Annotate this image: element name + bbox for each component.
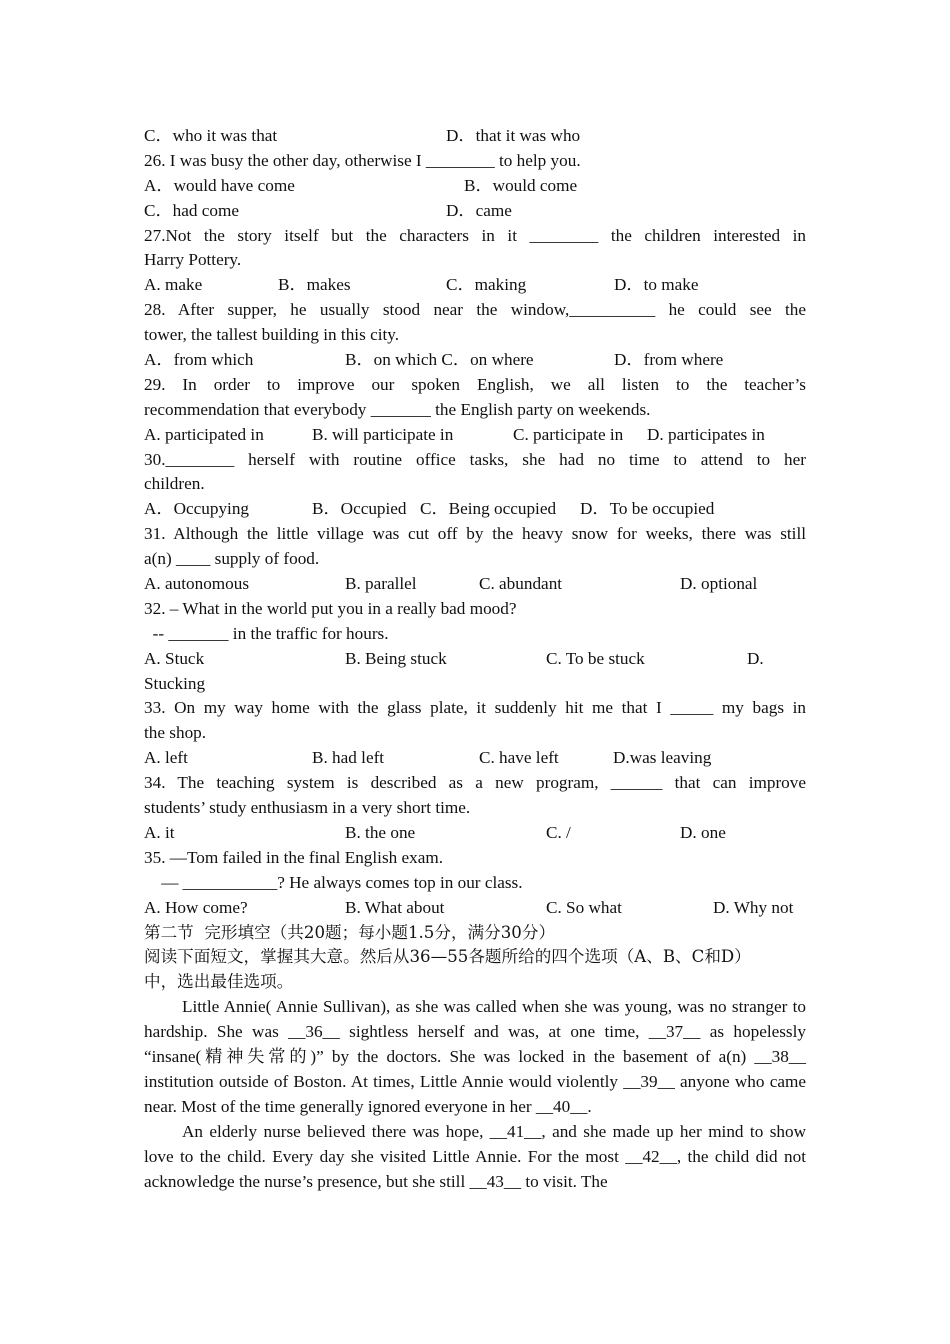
question-26-stem: 26. I was busy the other day, otherwise I ________ to help you.: [144, 150, 581, 170]
question-35-options: [144, 896, 806, 921]
option-b: B. the one: [345, 822, 416, 842]
question-33-stem-line2: the shop.: [144, 723, 207, 743]
question-30-options: [144, 497, 806, 522]
option-d: D.: [747, 648, 764, 668]
question-27-options: [144, 273, 806, 298]
question-35-stem-line1: 35. —Tom failed in the final English exam.: [144, 847, 444, 867]
option-a: A．would have come: [144, 175, 295, 195]
option-b: B．would come: [464, 175, 578, 195]
question-32-options: [144, 647, 806, 672]
question-33-stem-line1: 33. On my way home with the glass plate, it suddenly hit me that I _____ my bags in: [144, 698, 806, 718]
option-b: B．makes: [278, 275, 351, 295]
question-35-stem-line2: — ___________? He always comes top in our class.: [144, 872, 523, 892]
option-a: A. autonomous: [144, 574, 250, 594]
option-d: D．to make: [614, 275, 699, 295]
section-instruction-line1: 阅读下面短文，掌握其大意。然后从36—55各题所给的四个选项（A、B、C和D）: [144, 947, 751, 967]
option-a: A．Occupying: [144, 499, 250, 519]
option-d: D. one: [680, 822, 726, 842]
question-32-stem-line2: -- _______ in the traffic for hours.: [144, 623, 389, 643]
option-a: A. it: [144, 822, 175, 842]
question-34-options: [144, 821, 806, 846]
question-33-options: [144, 746, 806, 771]
option-d: D.was leaving: [613, 748, 712, 768]
question-31-options: [144, 572, 806, 597]
option-c: C. So what: [546, 897, 622, 917]
question-27-stem-line2: Harry Pottery.: [144, 250, 242, 270]
question-29-stem-line2: recommendation that everybody _______ the English party on weekends.: [144, 399, 651, 419]
exam-page: [144, 124, 806, 1194]
option-b: B. will participate in: [312, 424, 454, 444]
question-32-stem-line1: 32. – What in the world put you in a really bad mood?: [144, 598, 517, 618]
option-d: D．To be occupied: [580, 499, 715, 519]
option-a: A. How come?: [144, 897, 248, 917]
passage-paragraph-1: Little Annie( Annie Sullivan), as she was called when she was young, was no stranger to hardship. She was __36__ sightless herself and was, at one time, __37__ as hopelessly “insane(精神失常的)” by the doctors. She was locked in the basement of a(n) __38__ institution outside of Boston. At times, Little Annie would violently __39__ anyone who came near. Most of the time generally ignored everyone in her __40__.: [144, 997, 806, 1116]
question-34-stem-line1: 34. The teaching system is described as a new program, ______ that can improve: [144, 773, 806, 793]
option-b: B. What about: [345, 897, 445, 917]
option-d: D. participates in: [647, 424, 765, 444]
option-b: B．Occupied: [312, 499, 407, 519]
question-29-stem-line1: 29. In order to improve our spoken English, we all listen to the teacher’s: [144, 374, 806, 394]
option-a: A. left: [144, 748, 188, 768]
option-c: C．Being occupied: [420, 499, 557, 519]
option-b: B. Being stuck: [345, 648, 447, 668]
question-26-options-cd: [144, 199, 806, 224]
option-c: C. /: [546, 822, 571, 842]
question-27-stem-line1: 27.Not the story itself but the characters in it ________ the children interested in: [144, 225, 806, 245]
question-25-options-cd: [144, 124, 806, 149]
question-31-stem-line2: a(n) ____ supply of food.: [144, 549, 320, 569]
option-c: C. To be stuck: [546, 648, 645, 668]
question-26-options-ab: [144, 174, 806, 199]
option-c: C. abundant: [479, 574, 563, 594]
passage-paragraph-2: An elderly nurse believed there was hope, __41__, and she made up her mind to show love to the child. Every day she visited Little Annie. For the most __42__, the child did not acknowledge the nurse’s presence, but she still __43__ to visit. The: [144, 1121, 806, 1191]
option-a: A．from which: [144, 350, 254, 370]
option-b: B. had left: [312, 748, 385, 768]
option-b-c: B．on which C．on where: [345, 350, 534, 370]
option-d: D．from where: [614, 350, 724, 370]
option-a: A. Stuck: [144, 648, 205, 668]
option-c: C. participate in: [513, 424, 624, 444]
option-a: A. make: [144, 275, 203, 295]
option-c: C．who it was that: [144, 126, 278, 145]
question-28-options: [144, 348, 806, 373]
question-31-stem-line1: 31. Although the little village was cut off by the heavy snow for weeks, there was still: [144, 524, 806, 544]
question-30-stem-line1: 30.________ herself with routine office tasks, she had no time to attend to her: [144, 449, 806, 469]
question-28-stem-line2: tower, the tallest building in this city.: [144, 325, 400, 345]
question-28-stem-line1: 28. After supper, he usually stood near the window,__________ he could see the: [144, 300, 806, 320]
option-a: A. participated in: [144, 424, 264, 444]
question-29-options: [144, 423, 806, 448]
option-d: D．came: [446, 200, 512, 220]
option-c: C．had come: [144, 200, 239, 220]
option-c: C. have left: [479, 748, 559, 768]
option-d: D．that it was who: [446, 126, 581, 145]
option-d: D. optional: [680, 574, 758, 594]
question-32-option-d-continued: Stucking: [144, 673, 206, 693]
section-instruction-line2: 中，选出最佳选项。: [144, 972, 294, 992]
question-34-stem-line2: students’ study enthusiasm in a very short time.: [144, 798, 471, 818]
question-30-stem-line2: children.: [144, 474, 205, 494]
section-heading: 第二节 完形填空（共20题；每小题1.5分，满分30分）: [144, 922, 556, 942]
option-d: D. Why not: [713, 897, 794, 917]
option-c: C．making: [446, 275, 527, 295]
option-b: B. parallel: [345, 574, 417, 594]
